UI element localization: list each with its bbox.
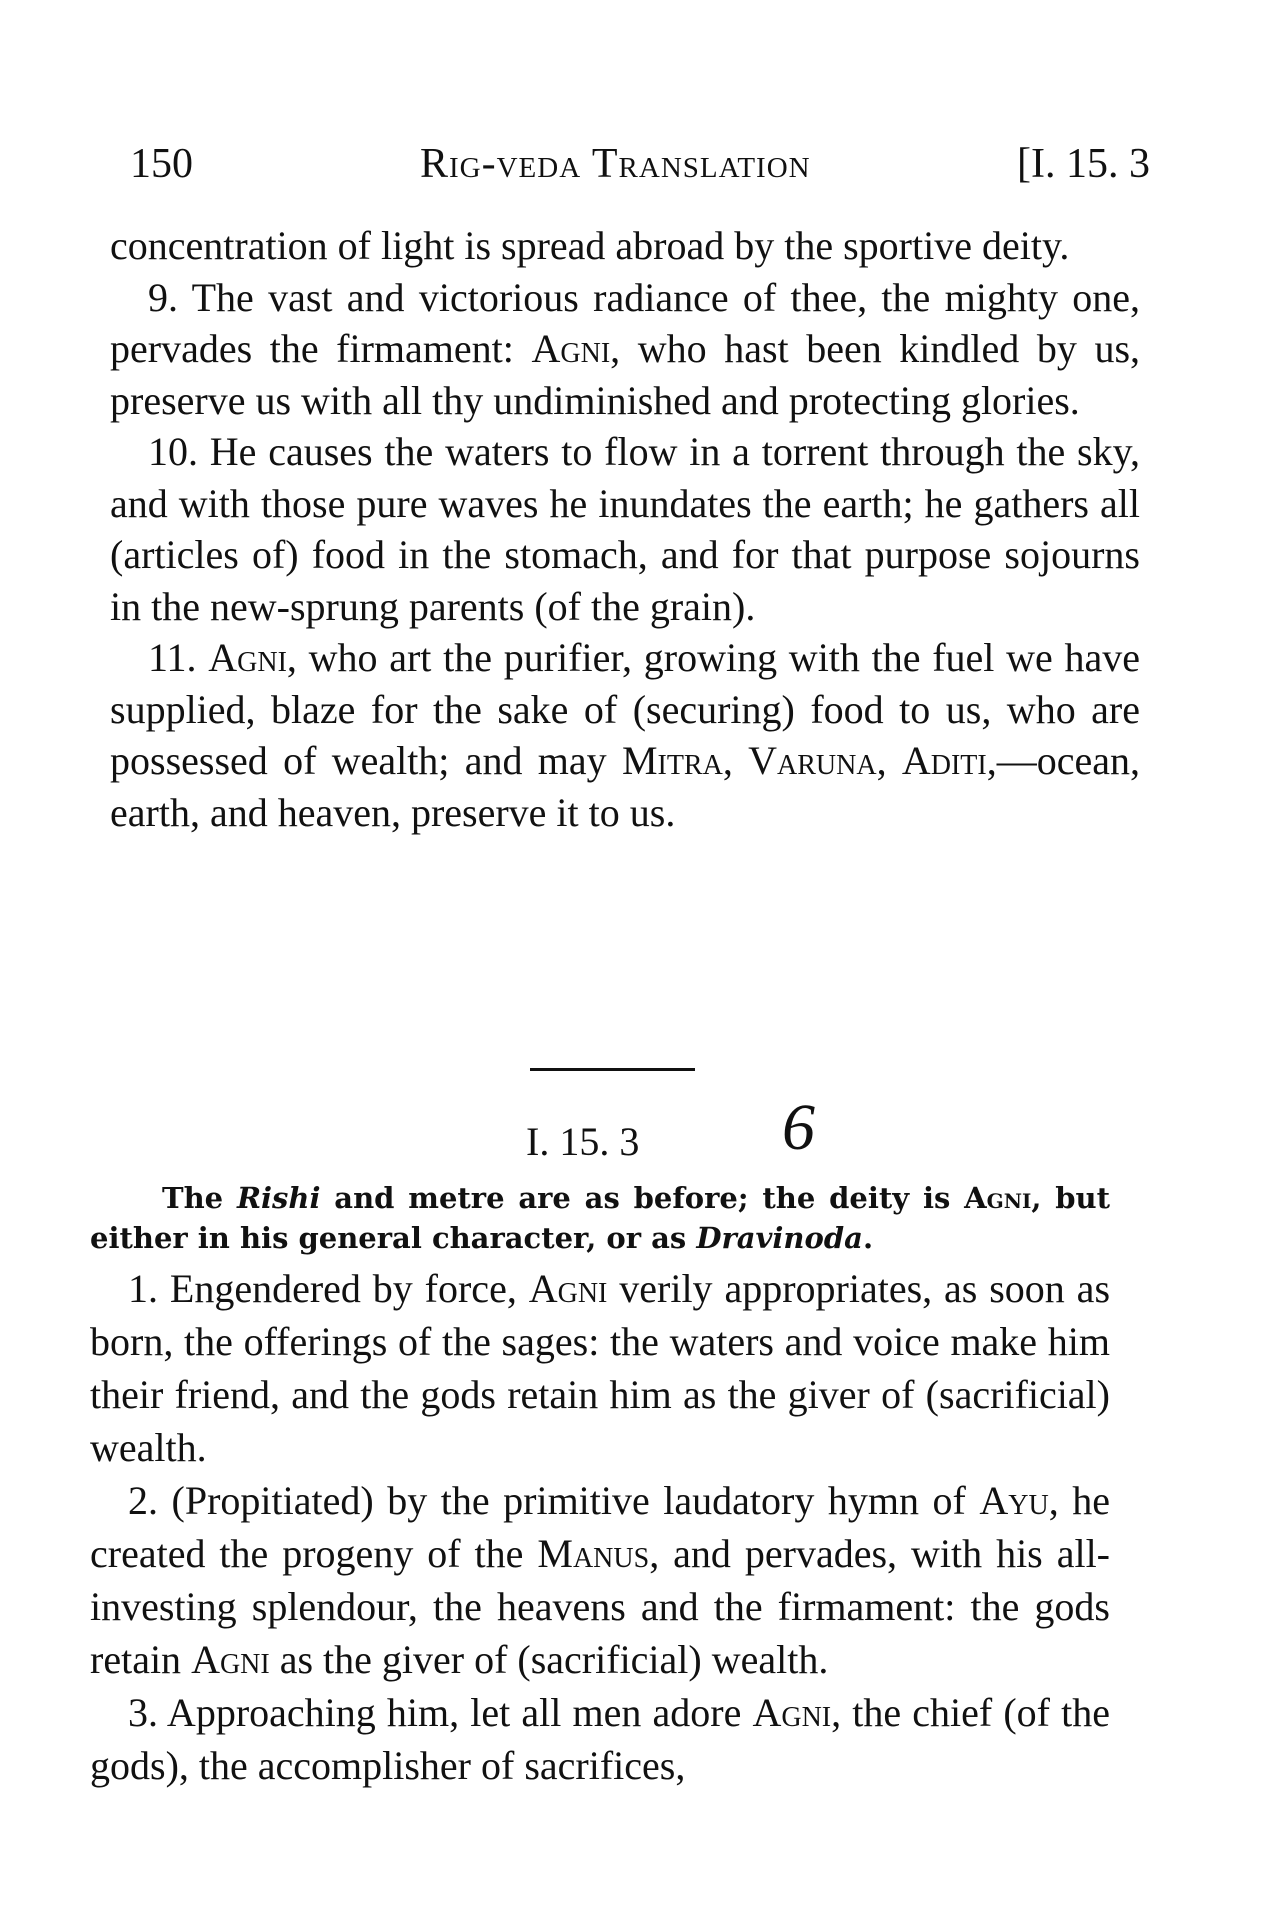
section-reference: [I. 15. 3 — [1017, 141, 1150, 187]
verse-2: 2. (Propitiated) by the primitive laudatory hymn of Ayu, he created the progeny of the Manus, and pervades, with his all-investing splendour, the heavens and the firmament: the gods retain Agni as the giver of (sacrificial) wealth. — [90, 1478, 1111, 1682]
verse-block — [90, 1262, 1110, 1792]
hymn-preface: The Rishi and metre are as before; the deity is Agni, but either in his general character, or as Dravinoda. — [90, 1181, 1110, 1255]
verse-10: 10. He causes the waters to flow in a torrent through the sky, and with those pure waves he inundates the earth; he gathers all (articles of) food in the stomach, and for that purpose sojourns in the new-sprung parents (of the grain). — [110, 429, 1140, 629]
section-heading: I. 15. 3 — [526, 1119, 640, 1164]
verse-11: 11. Agni, who art the purifier, growing with the fuel we have supplied, blaze for the sake of (securing) food to us, who are possessed of wealth; and may Mitra, Varuna, Aditi,—ocean, earth, and heaven, preserve it to us. — [110, 635, 1140, 835]
verse-1: 1. Engendered by force, Agni verily appropriates, as soon as born, the offerings of the sages: the waters and voice make him their friend, and the gods retain him as the giver of (sacrificial) wealth. — [90, 1266, 1111, 1470]
page-number: 150 — [130, 141, 193, 187]
running-header — [130, 140, 1150, 200]
verse-9: 9. The vast and victorious radiance of thee, the mighty one, pervades the firmament: Agni, who hast been kindled by us, preserve us with all thy undiminished and protecting glories. — [110, 274, 1141, 423]
section-divider — [530, 1068, 695, 1071]
verse-3: 3. Approaching him, let all men adore Agni, the chief (of the gods), the accomplisher of sacrifices, — [90, 1690, 1110, 1788]
top-text-block — [110, 220, 1140, 838]
handwritten-margin-note: 6 — [782, 1091, 815, 1164]
continued-paragraph: concentration of light is spread abroad by the sportive deity. — [110, 223, 1070, 268]
running-title: Rig-veda Translation — [420, 141, 811, 187]
